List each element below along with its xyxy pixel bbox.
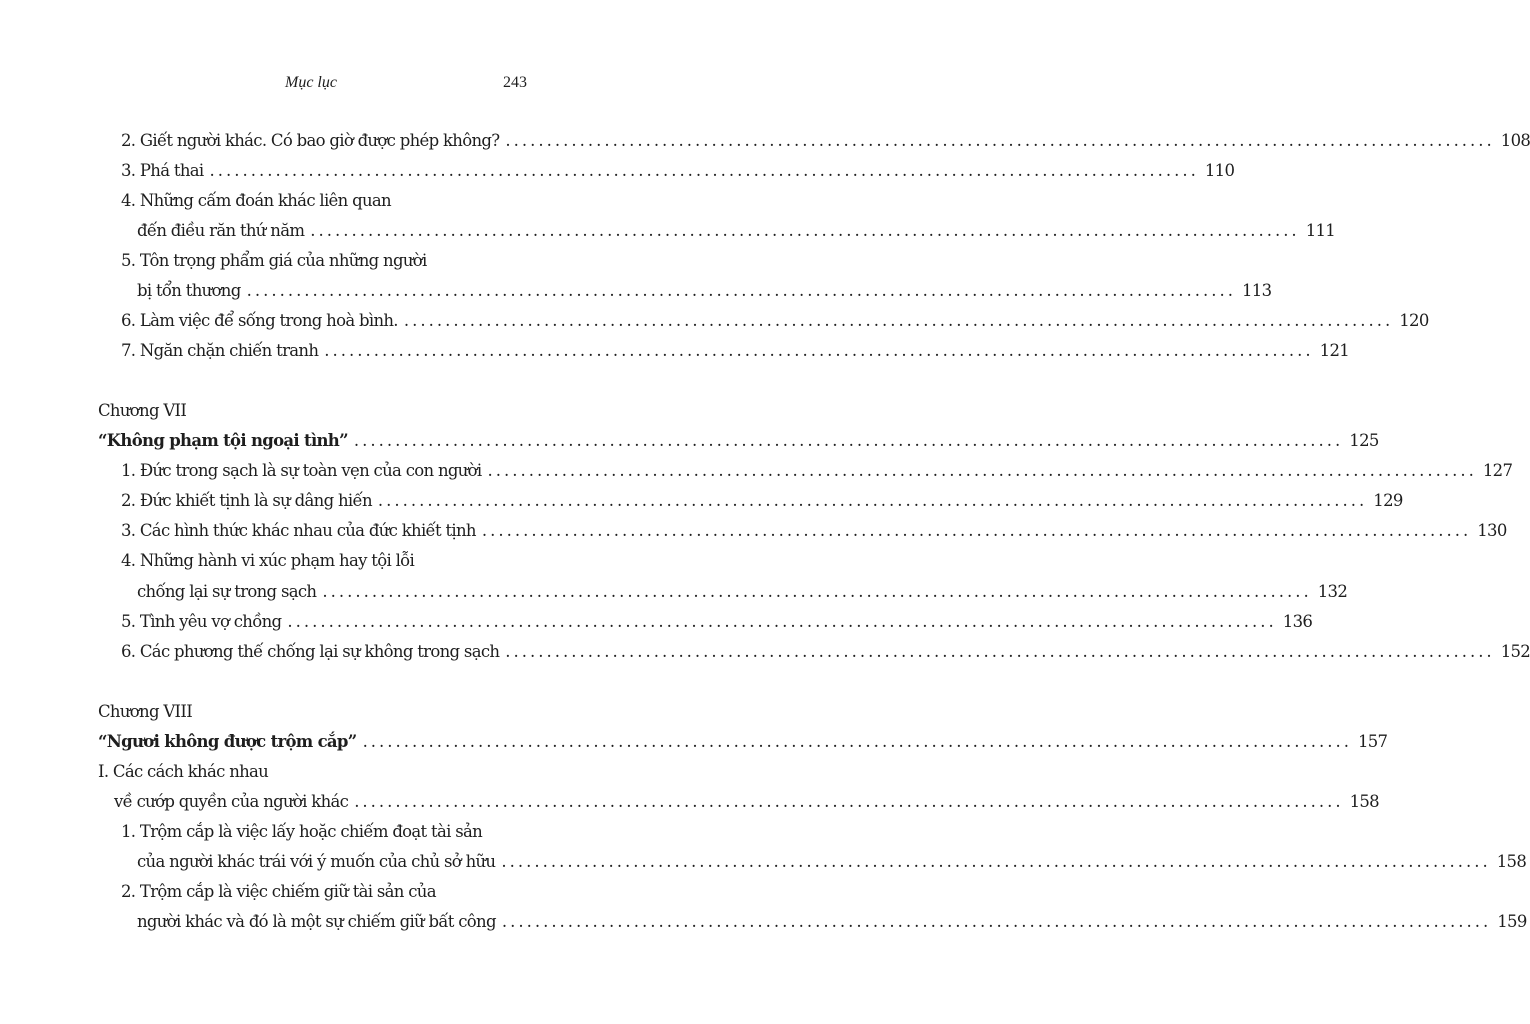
dot-leader: ........................................................................................................................: [487, 461, 1477, 480]
dot-leader: ........................................................................................................................: [287, 612, 1277, 631]
toc-entry-page: 110: [1204, 161, 1235, 180]
dot-leader: ........................................................................................................................: [505, 642, 1495, 661]
toc-entry-page: 158: [1496, 852, 1527, 871]
dot-leader: ........................................................................................................................: [377, 491, 1368, 510]
toc-entry-title-line: 4. Những cấm đoán khác liên quan: [121, 191, 391, 210]
toc-entry[interactable]: [114, 790, 1379, 814]
dot-leader: ........................................................................................................................: [353, 431, 1344, 450]
toc-entry-title: đến điều răn thứ năm: [137, 221, 305, 240]
dot-leader: ........................................................................................................................: [481, 521, 1472, 540]
dot-leader: ........................................................................................................................: [310, 221, 1300, 240]
toc-entry-page: 108: [1500, 131, 1530, 150]
toc-entry[interactable]: [121, 519, 1507, 543]
toc-entry[interactable]: [121, 489, 1403, 513]
running-header-title: Mục lục: [285, 74, 337, 91]
toc-entry-page: 127: [1482, 461, 1513, 480]
toc-entry-title-line: 4. Những hành vi xúc phạm hay tội lỗi: [121, 551, 415, 570]
dot-leader: ........................................................................................................................: [354, 792, 1344, 811]
dot-leader: ........................................................................................................................: [505, 131, 1495, 150]
chapter-label: Chương VIII: [98, 702, 193, 721]
toc-entry-page: 130: [1477, 521, 1507, 540]
toc-entry-page: 152: [1500, 642, 1530, 661]
chapter-label: Chương VII: [98, 401, 187, 420]
toc-entry-page: 159: [1497, 912, 1527, 931]
toc-entry-title-line: 5. Tôn trọng phẩm giá của những người: [121, 251, 427, 270]
toc-entry-title: bị tổn thương: [137, 281, 241, 300]
dot-leader: ........................................................................................................................: [403, 311, 1394, 330]
toc-entry-title: người khác và đó là một sự chiếm giữ bất công: [137, 912, 496, 931]
toc-entry[interactable]: [121, 459, 1513, 483]
toc-entry[interactable]: [121, 129, 1530, 153]
toc-entry-page: 125: [1349, 431, 1379, 450]
toc-entry[interactable]: [121, 640, 1530, 664]
toc-entry-title: 6. Các phương thế chống lại sự không trong sạch: [121, 642, 500, 661]
toc-entry-title: 7. Ngăn chặn chiến tranh: [121, 341, 319, 360]
toc-entry-title-line: 2. Trộm cắp là việc chiếm giữ tài sản của: [121, 882, 436, 901]
toc-entry-title: 1. Đức trong sạch là sự toàn vẹn của con người: [121, 461, 482, 480]
toc-entry-title-line: 1. Trộm cắp là việc lấy hoặc chiếm đoạt tài sản: [121, 822, 483, 841]
toc-entry-title: 5. Tình yêu vợ chồng: [121, 612, 282, 631]
chapter-title-entry[interactable]: [98, 429, 1379, 453]
toc-entry[interactable]: [121, 309, 1429, 333]
toc-entry[interactable]: [137, 279, 1272, 303]
dot-leader: ........................................................................................................................: [501, 912, 1492, 931]
dot-leader: ........................................................................................................................: [209, 161, 1199, 180]
toc-entry-title: 2. Giết người khác. Có bao giờ được phép không?: [121, 131, 500, 150]
toc-entry-title: về cướp quyền của người khác: [114, 792, 349, 811]
dot-leader: ........................................................................................................................: [324, 341, 1314, 360]
toc-entry-page: 158: [1349, 792, 1379, 811]
dot-leader: ........................................................................................................................: [362, 732, 1352, 751]
toc-entry-title: 3. Các hình thức khác nhau của đức khiết tịnh: [121, 521, 476, 540]
toc-entry-title: 3. Phá thai: [121, 161, 204, 180]
toc-entry-page: 113: [1241, 281, 1272, 300]
page-number: 243: [503, 74, 527, 91]
toc-entry-title: chống lại sự trong sạch: [137, 582, 317, 601]
toc-entry-title: của người khác trái với ý muốn của chủ sở hữu: [137, 852, 496, 871]
toc-entry[interactable]: [121, 339, 1350, 363]
toc-entry[interactable]: [137, 850, 1527, 874]
toc-entry-page: 121: [1319, 341, 1350, 360]
toc-entry-page: 157: [1357, 732, 1388, 751]
toc-entry-page: 129: [1373, 491, 1403, 510]
dot-leader: ........................................................................................................................: [322, 582, 1312, 601]
toc-entry-page: 136: [1282, 612, 1313, 631]
toc-entry-page: 120: [1399, 311, 1429, 330]
chapter-title: “Ngươi không được trộm cắp”: [98, 732, 357, 751]
toc-entry[interactable]: [121, 610, 1313, 634]
toc-entry-page: 132: [1317, 582, 1348, 601]
dot-leader: ........................................................................................................................: [501, 852, 1491, 871]
toc-entry[interactable]: [121, 159, 1235, 183]
toc-entry[interactable]: [137, 580, 1348, 604]
toc-entry-title: 2. Đức khiết tịnh là sự dâng hiến: [121, 491, 372, 510]
toc-entry[interactable]: [137, 219, 1336, 243]
chapter-title-entry[interactable]: [98, 730, 1388, 754]
toc-entry-page: 111: [1305, 221, 1336, 240]
toc-entry-title: 6. Làm việc để sống trong hoà bình.: [121, 311, 398, 330]
dot-leader: ........................................................................................................................: [246, 281, 1236, 300]
chapter-title: “Không phạm tội ngoại tình”: [98, 431, 348, 450]
toc-entry-title-line: I. Các cách khác nhau: [98, 762, 269, 781]
toc-entry[interactable]: [137, 910, 1527, 934]
